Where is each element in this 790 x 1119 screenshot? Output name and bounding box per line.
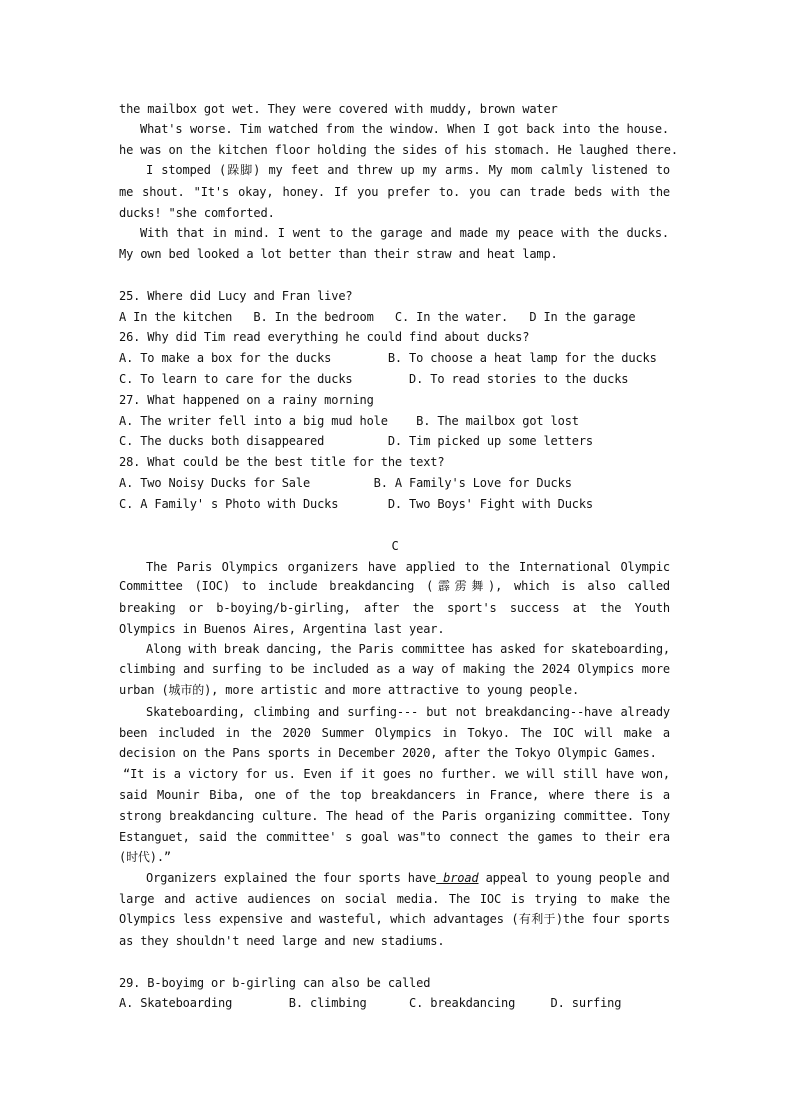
- story-line-1: the mailbox got wet. They were covered with muddy, brown water: [119, 102, 558, 116]
- story-line-2: What's worse. Tim watched from the window. When I got back into the house.: [140, 122, 669, 136]
- c-p4-line-1: “It is a victory for us. Even if it goes no further. we will still have won,: [123, 767, 670, 781]
- c-p4-line-4: Estanguet, said the committee' s goal was"to connect the games to their era: [119, 830, 670, 844]
- c-p3-line-2: been included in the 2020 Summer Olympics in Tokyo. The IOC will make a: [119, 726, 670, 740]
- c-p3-line-3: decision on the Pans sports in December 2020, after the Tokyo Olympic Games.: [119, 746, 657, 760]
- story-line-4: I stomped (跺脚) my feet and threw up my arms. My mom calmly listened to: [146, 163, 670, 177]
- question-29-options: A. Skateboarding B. climbing C. breakdancing D. surfing: [119, 996, 622, 1010]
- c-p1-line-4: Olympics in Buenos Aires, Argentina last year.: [119, 622, 445, 636]
- question-28-stem: 28. What could be the best title for the text?: [119, 455, 445, 469]
- c-p5-line-2: large and active audiences on social media. The IOC is trying to make the: [119, 892, 670, 906]
- c-p1-line-2: Committee (IOC) to include breakdancing (霹雳舞), which is also called: [119, 579, 670, 593]
- story-line-6: ducks! "she comforted.: [119, 206, 275, 220]
- c-p2-line-1: Along with break dancing, the Paris committee has asked for skateboarding,: [146, 642, 670, 656]
- c-p5-line-1-before: Organizers explained the four sports have: [146, 871, 437, 885]
- question-25-options: A In the kitchen B. In the bedroom C. In the water. D In the garage: [119, 310, 636, 324]
- c-p4-line-2: said Mounir Biba, one of the top breakdancers in France, where there is a: [119, 788, 670, 802]
- question-27-options-cd: C. The ducks both disappeared D. Tim picked up some letters: [119, 434, 593, 448]
- story-line-3: he was on the kitchen floor holding the sides of his stomach. He laughed there.: [119, 143, 678, 157]
- c-p1-line-3: breaking or b-boying/b-girling, after the sport's success at the Youth: [119, 601, 670, 615]
- question-28-options-ab: A. Two Noisy Ducks for Sale B. A Family's Love for Ducks: [119, 476, 572, 490]
- question-26-options-cd: C. To learn to care for the ducks D. To read stories to the ducks: [119, 372, 629, 386]
- question-26-options-ab: A. To make a box for the ducks B. To choose a heat lamp for the ducks: [119, 351, 657, 365]
- highlighted-word-broad: broad: [436, 871, 479, 885]
- story-line-8: My own bed looked a lot better than their straw and heat lamp.: [119, 247, 558, 261]
- c-p5-line-1: [146, 870, 670, 886]
- section-c-heading: C: [391, 539, 399, 553]
- c-p5-line-3: Olympics less expensive and wasteful, which advantages (有利于)the four sports: [119, 912, 670, 926]
- story-line-7: With that in mind. I went to the garage and made my peace with the ducks.: [140, 226, 669, 240]
- c-p2-line-3: urban (城市的), more artistic and more attractive to young people.: [119, 683, 580, 697]
- question-27-stem: 27. What happened on a rainy morning: [119, 393, 374, 407]
- c-p3-line-1: Skateboarding, climbing and surfing--- but not breakdancing--have already: [146, 705, 670, 719]
- question-28-options-cd: C. A Family' s Photo with Ducks D. Two Boys' Fight with Ducks: [119, 497, 593, 511]
- question-27-options-ab: A. The writer fell into a big mud hole B. The mailbox got lost: [119, 414, 579, 428]
- c-p4-line-5: (时代).”: [119, 850, 171, 864]
- question-29-stem: 29. B-boyimg or b-girling can also be called: [119, 976, 431, 990]
- story-line-5: me shout. "It's okay, honey. If you prefer to. you can trade beds with the: [119, 185, 670, 199]
- c-p1-line-1: The Paris Olympics organizers have applied to the International Olympic: [146, 560, 670, 574]
- c-p4-line-3: strong breakdancing culture. The head of the Paris organizing committee. Tony: [119, 809, 670, 823]
- question-26-stem: 26. Why did Tim read everything he could find about ducks?: [119, 330, 530, 344]
- question-25-stem: 25. Where did Lucy and Fran live?: [119, 289, 353, 303]
- c-p2-line-2: climbing and surfing to be included as a way of making the 2024 Olympics more: [119, 662, 670, 676]
- c-p5-line-1-after: appeal to young people and: [478, 871, 670, 885]
- c-p5-line-4: as they shouldn't need large and new stadiums.: [119, 934, 445, 948]
